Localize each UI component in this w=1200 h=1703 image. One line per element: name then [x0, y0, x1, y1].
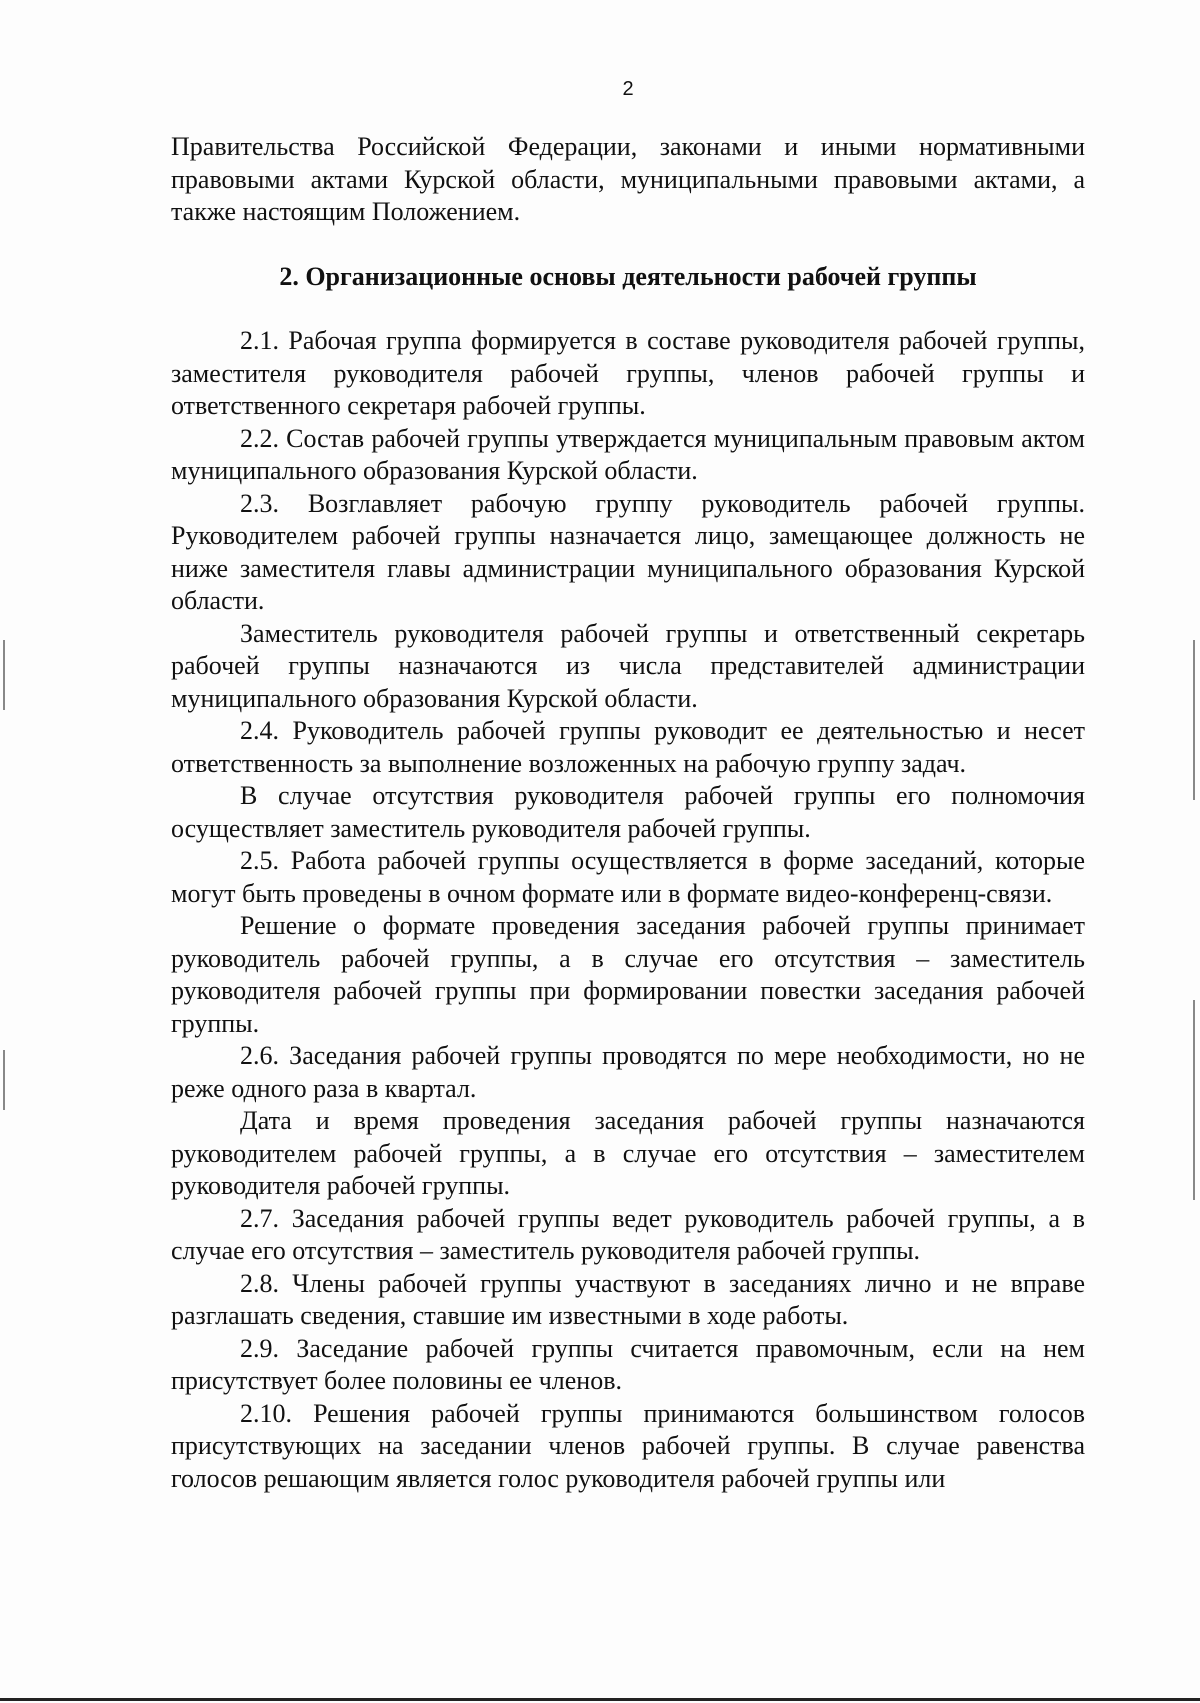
section-heading: 2. Организационные основы деятельности рабочей группы	[279, 261, 977, 291]
paragraph-2-4: 2.4. Руководитель рабочей группы руководит ее деятельностью и несет ответственность за выполнение возложенных на рабочую группу задач.	[171, 716, 1085, 778]
paragraph-2-2: 2.2. Состав рабочей группы утверждается муниципальным правовым актом муниципального образования Курской области.	[171, 423, 1085, 485]
paragraph-2-5-format: Решение о формате проведения заседания рабочей группы принимает руководитель рабочей группы, а в случае его отсутствия – заместитель руководителя рабочей группы при формировании повестки заседания рабочей группы.	[171, 911, 1085, 1038]
scan-edge-mark	[3, 1050, 5, 1110]
document-body	[171, 131, 1085, 1495]
scan-edge-mark	[3, 640, 5, 710]
page-number: 2	[622, 78, 634, 100]
paragraph-2-8: 2.8. Члены рабочей группы участвуют в заседаниях лично и не вправе разглашать сведения, ставшие им известными в ходе работы.	[171, 1268, 1085, 1330]
paragraph-2-4-absence: В случае отсутствия руководителя рабочей группы его полномочия осуществляет заместитель руководителя рабочей группы.	[171, 781, 1085, 843]
paragraph-2-5: 2.5. Работа рабочей группы осуществляется в форме заседаний, которые могут быть проведены в очном формате или в формате видео-конференц-связи.	[171, 846, 1085, 908]
paragraph-2-7: 2.7. Заседания рабочей группы ведет руководитель рабочей группы, а в случае его отсутствия – заместитель руководителя рабочей группы.	[171, 1203, 1085, 1265]
paragraph-2-1: 2.1. Рабочая группа формируется в составе руководителя рабочей группы, заместителя руководителя рабочей группы, членов рабочей группы и ответственного секретаря рабочей группы.	[171, 326, 1085, 420]
paragraph-2-3-deputy: Заместитель руководителя рабочей группы и ответственный секретарь рабочей группы назначаются из числа представителей администрации муниципального образования Курской области.	[171, 618, 1085, 713]
paragraph-2-3: 2.3. Возглавляет рабочую группу руководитель рабочей группы. Руководителем рабочей группы назначается лицо, замещающее должность не ниже заместителя главы администрации муниципального образования Курской области.	[171, 488, 1085, 615]
paragraph-2-6-schedule: Дата и время проведения заседания рабочей группы назначаются руководителем рабочей группы, а в случае его отсутствия – заместителем руководителя рабочей группы.	[171, 1106, 1085, 1200]
paragraph-2-6: 2.6. Заседания рабочей группы проводятся по мере необходимости, но не реже одного раза в квартал.	[171, 1041, 1085, 1103]
paragraph-2-9: 2.9. Заседание рабочей группы считается правомочным, если на нем присутствует более половины ее членов.	[171, 1333, 1085, 1395]
paragraph-2-10: 2.10. Решения рабочей группы принимаются большинством голосов присутствующих на заседании членов рабочей группы. В случае равенства голосов решающим является голос руководителя рабочей группы или	[171, 1398, 1085, 1493]
scan-edge-mark	[1193, 640, 1195, 800]
intro-paragraph: Правительства Российской Федерации, законами и иными нормативными правовыми актами Курской области, муниципальными правовыми актами, а также настоящим Положением.	[171, 132, 1085, 226]
scan-edge-mark	[1193, 1000, 1195, 1200]
scan-bottom-edge	[0, 1698, 1200, 1701]
